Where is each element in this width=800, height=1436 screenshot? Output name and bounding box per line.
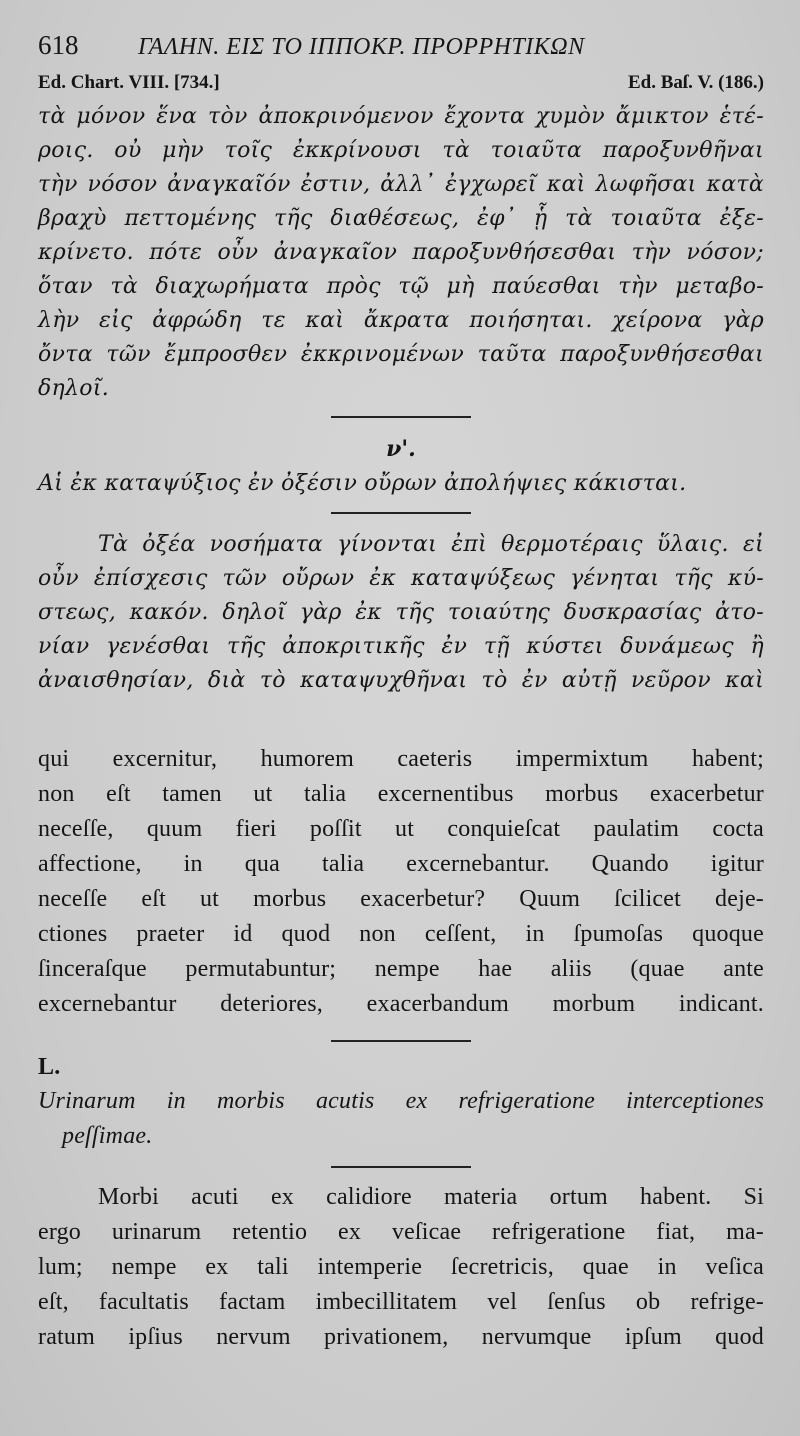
text-line: ratum ipſius nervum privationem, nervumque ipſum quod: [38, 1324, 764, 1350]
latin-top-text: [38, 742, 764, 1022]
text-line: non eſt tamen ut talia excernentibus morbus exacerbetur: [38, 781, 764, 807]
text-line: λὴν εἰς ἀφρώδη τε καὶ ἄκρατα ποιήσηται. χείρονα γὰρ: [38, 308, 764, 333]
text-line: νίαν γενέσθαι τῆς ἀποκριτικῆς ἐν τῇ κύστει δυνάμεως ἢ: [38, 634, 764, 659]
text-line: ὅταν τὰ διαχωρήματα πρὸς τῷ μὴ παύεσθαι τὴν μεταβο-: [38, 274, 764, 299]
text-line: peſſimae.: [62, 1123, 153, 1149]
text-line: neceſſe eſt ut morbus exacerbetur? Quum ſcilicet deje-: [38, 886, 764, 912]
running-title: ΓΑΛΗΝ. ΕΙΣ ΤΟ ΙΠΠΟΚΡ. ΠΡΟΡΡΗΤΙΚΩΝ: [138, 34, 585, 60]
text-line: οὖν ἐπίσχεσις τῶν οὔρων ἐκ καταψύξεως γένηται τῆς κύ-: [38, 566, 764, 591]
text-line: βραχὺ πεττομένης τῆς διαθέσεως, ἐφ᾽ ᾗ τὰ τοιαῦτα ἐξε-: [38, 206, 764, 231]
edition-right: Ed. Baſ. V. (186.): [627, 72, 764, 93]
text-line: qui excernitur, humorem caeteris impermixtum habent;: [38, 746, 764, 772]
text-line: ctiones praeter id quod non ceſſent, in ſpumoſas quoque: [38, 921, 764, 947]
text-line: ſinceraſque permutabuntur; nempe hae aliis (quae ante: [38, 956, 764, 982]
running-header: [38, 30, 764, 70]
greek-aphorism: Αἱ ἐκ καταψύξιος ἐν ὀξέσιν οὔρων ἀπολήψιες κάκισται.: [38, 471, 687, 496]
text-line: Morbi acuti ex calidiore materia ortum habent. Si: [98, 1184, 764, 1210]
greek-commentary: [38, 528, 764, 698]
text-line: Urinarum in morbis acutis ex refrigeratione interceptiones: [38, 1088, 764, 1114]
text-line: eſt, facultatis factam imbecillitatem vel ſenſus ob refrige-: [38, 1289, 764, 1315]
latin-aphorism: [38, 1084, 764, 1154]
latin-commentary: [38, 1180, 764, 1355]
greek-top-text: [38, 100, 764, 406]
text-line: ergo urinarum retentio ex veſicae refrigeratione fiat, ma-: [38, 1219, 764, 1245]
text-line: κρίνετο. πότε οὖν ἀναγκαῖον παροξυνθήσεσθαι τὴν νόσον;: [38, 240, 764, 265]
text-line: τὰ μόνον ἕνα τὸν ἀποκρινόμενον ἔχοντα χυμὸν ἄμικτον ἑτέ-: [38, 104, 764, 129]
text-line: δηλοῖ.: [38, 376, 110, 401]
text-line: Τὰ ὀξέα νοσήματα γίνονται ἐπὶ θερμοτέραις ὕλαις. εἰ: [98, 532, 764, 557]
text-line: neceſſe, quum fieri poſſit ut conquieſcat paulatim cocta: [38, 816, 764, 842]
greek-section-number: ν'.: [386, 436, 416, 462]
text-line: τὴν νόσον ἀναγκαῖόν ἐστιν, ἀλλ᾽ ἐγχωρεῖ καὶ λωφῆσαι κατὰ: [38, 172, 764, 197]
text-line: lum; nempe ex tali intemperie ſecretricis, quae in veſica: [38, 1254, 764, 1280]
text-line: ροις. οὐ μὴν τοῖς ἐκκρίνουσι τὰ τοιαῦτα παροξυνθῆναι: [38, 138, 764, 163]
edition-references: [38, 72, 764, 100]
text-line: excernebantur deteriores, exacerbandum morbum indicant.: [38, 991, 764, 1017]
text-line: στεως, κακόν. δηλοῖ γὰρ ἐκ τῆς τοιαύτης δυσκρασίας ἀτο-: [38, 600, 764, 625]
text-line: affectione, in qua talia excernebantur. Quando igitur: [38, 851, 764, 877]
latin-section-number: L.: [38, 1054, 61, 1080]
edition-left: Ed. Chart. VIII. [734.]: [38, 72, 220, 93]
page-number: 618: [38, 30, 79, 60]
text-line: ἀναισθησίαν, διὰ τὸ καταψυχθῆναι τὸ ἐν αὐτῇ νεῦρον καὶ: [38, 668, 764, 693]
text-line: ὄντα τῶν ἔμπροσθεν ἐκκρινομένων ταῦτα παροξυνθήσεσθαι: [38, 342, 764, 367]
